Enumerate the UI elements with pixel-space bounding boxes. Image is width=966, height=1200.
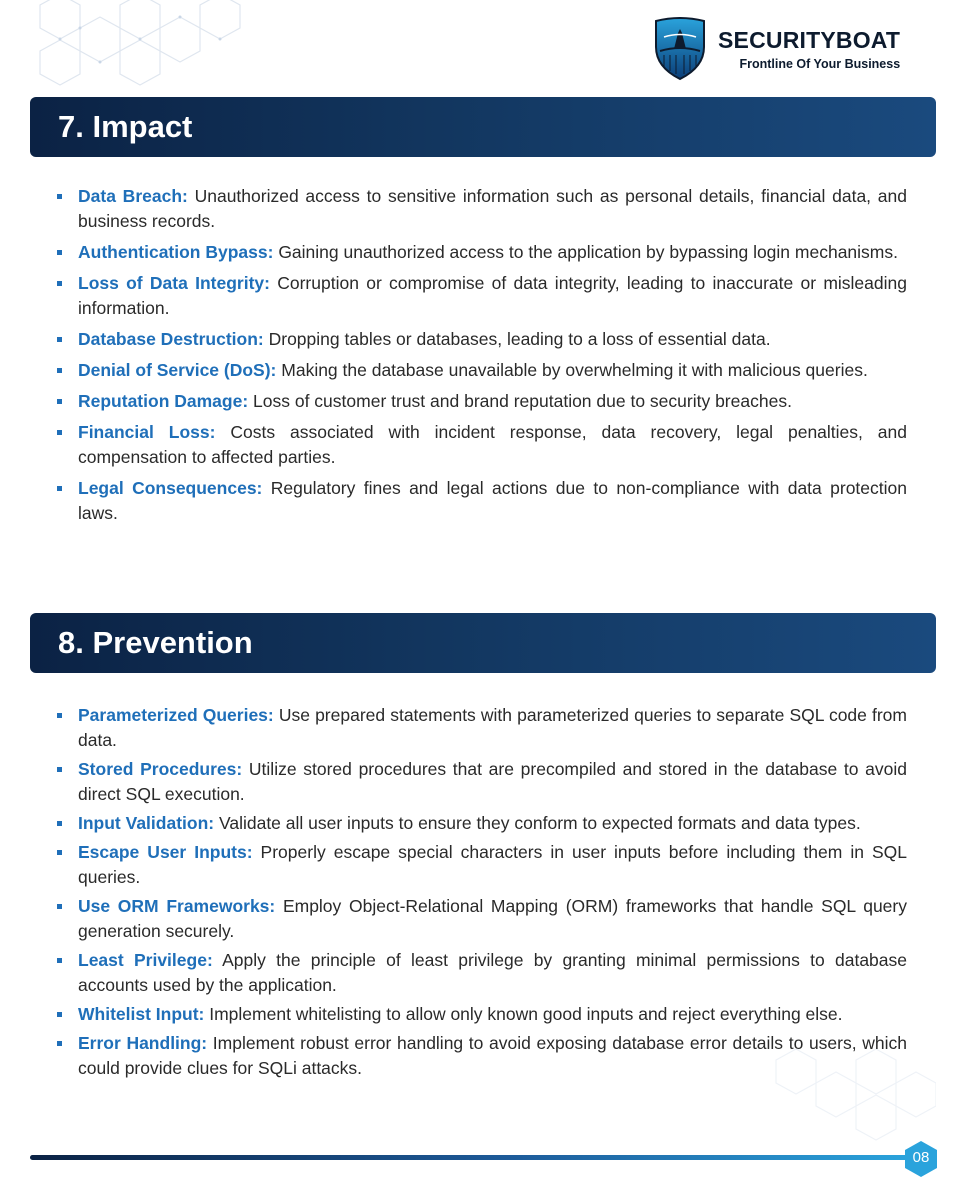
- list-item: [57, 184, 907, 234]
- square-bullet-icon: [57, 713, 62, 718]
- item-text: Corruption or compromise of data integrity, leading to inaccurate or misleading information.: [78, 273, 907, 318]
- item-text: Utilize stored procedures that are precompiled and stored in the database to avoid direct SQL execution.: [78, 759, 908, 804]
- item-term: Data Breach:: [78, 186, 188, 206]
- list-item: [57, 476, 907, 526]
- list-item: [57, 358, 907, 383]
- hexagon-pattern-icon: [20, 0, 250, 90]
- item-term: Denial of Service (DoS):: [78, 360, 277, 380]
- square-bullet-icon: [57, 486, 62, 491]
- page-number-badge: [904, 1140, 938, 1178]
- brand-name: SECURITYBOAT: [718, 27, 901, 53]
- square-bullet-icon: [57, 850, 62, 855]
- item-term: Least Privilege:: [78, 950, 213, 970]
- square-bullet-icon: [57, 767, 62, 772]
- list-item: [57, 948, 907, 998]
- item-text: Validate all user inputs to ensure they conform to expected formats and data types.: [214, 813, 861, 833]
- item-term: Stored Procedures:: [78, 759, 243, 779]
- square-bullet-icon: [57, 250, 62, 255]
- list-item: [57, 894, 907, 944]
- item-text: Costs associated with incident response, data recovery, legal penalties, and compensation to affected parties.: [78, 422, 907, 467]
- item-term: Authentication Bypass:: [78, 242, 274, 262]
- list-item: [57, 703, 907, 753]
- item-term: Error Handling:: [78, 1033, 208, 1053]
- square-bullet-icon: [57, 337, 62, 342]
- square-bullet-icon: [57, 958, 62, 963]
- section-header-prevention: [30, 613, 936, 673]
- item-term: Escape User Inputs:: [78, 842, 253, 862]
- item-text: Implement whitelisting to allow only known good inputs and reject everything else.: [204, 1004, 843, 1024]
- item-text: Apply the principle of least privilege by granting minimal permissions to database accounts used by the application.: [78, 950, 908, 995]
- section-title: 7. Impact: [58, 109, 193, 144]
- square-bullet-icon: [57, 430, 62, 435]
- square-bullet-icon: [57, 1012, 62, 1017]
- list-item: [57, 240, 907, 265]
- item-text: Loss of customer trust and brand reputation due to security breaches.: [248, 391, 792, 411]
- list-item: [57, 757, 907, 807]
- item-text: Properly escape special characters in user inputs before including them in SQL queries.: [78, 842, 908, 887]
- brand-header: [652, 16, 942, 82]
- item-term: Parameterized Queries:: [78, 705, 274, 725]
- square-bullet-icon: [57, 399, 62, 404]
- brand-tagline: Frontline Of Your Business: [739, 57, 901, 71]
- list-item: [57, 1031, 907, 1081]
- shield-ship-icon: [652, 17, 708, 81]
- list-item: [57, 420, 907, 470]
- item-term: Use ORM Frameworks:: [78, 896, 276, 916]
- item-term: Database Destruction:: [78, 329, 264, 349]
- square-bullet-icon: [57, 904, 62, 909]
- item-text: Gaining unauthorized access to the application by bypassing login mechanisms.: [273, 242, 898, 262]
- list-item: [57, 327, 907, 352]
- square-bullet-icon: [57, 368, 62, 373]
- item-term: Input Validation:: [78, 813, 215, 833]
- footer-divider: [30, 1155, 910, 1160]
- item-term: Financial Loss:: [78, 422, 216, 442]
- list-item: [57, 840, 907, 890]
- section-title: 8. Prevention: [58, 625, 253, 660]
- item-term: Loss of Data Integrity:: [78, 273, 270, 293]
- list-item: [57, 389, 907, 414]
- square-bullet-icon: [57, 281, 62, 286]
- list-item: [57, 1002, 907, 1027]
- item-term: Reputation Damage:: [78, 391, 249, 411]
- section-header-impact: [30, 97, 936, 157]
- item-text: Unauthorized access to sensitive information such as personal details, financial data, and business records.: [78, 186, 907, 231]
- impact-list: [57, 184, 907, 532]
- item-text: Implement robust error handling to avoid exposing database error details to users, which could provide clues for SQLi attacks.: [78, 1033, 907, 1078]
- square-bullet-icon: [57, 821, 62, 826]
- item-text: Making the database unavailable by overwhelming it with malicious queries.: [276, 360, 868, 380]
- list-item: [57, 811, 907, 836]
- page-number: 08: [912, 1149, 930, 1166]
- item-text: Dropping tables or databases, leading to a loss of essential data.: [263, 329, 771, 349]
- item-text: Regulatory fines and legal actions due to non-compliance with data protection laws.: [78, 478, 907, 523]
- item-text: Use prepared statements with parameterized queries to separate SQL code from data.: [78, 705, 907, 750]
- item-term: Legal Consequences:: [78, 478, 263, 498]
- item-term: Whitelist Input:: [78, 1004, 205, 1024]
- list-item: [57, 271, 907, 321]
- item-text: Employ Object-Relational Mapping (ORM) frameworks that handle SQL query generation securely.: [78, 896, 907, 941]
- prevention-list: [57, 703, 907, 1085]
- square-bullet-icon: [57, 1041, 62, 1046]
- square-bullet-icon: [57, 194, 62, 199]
